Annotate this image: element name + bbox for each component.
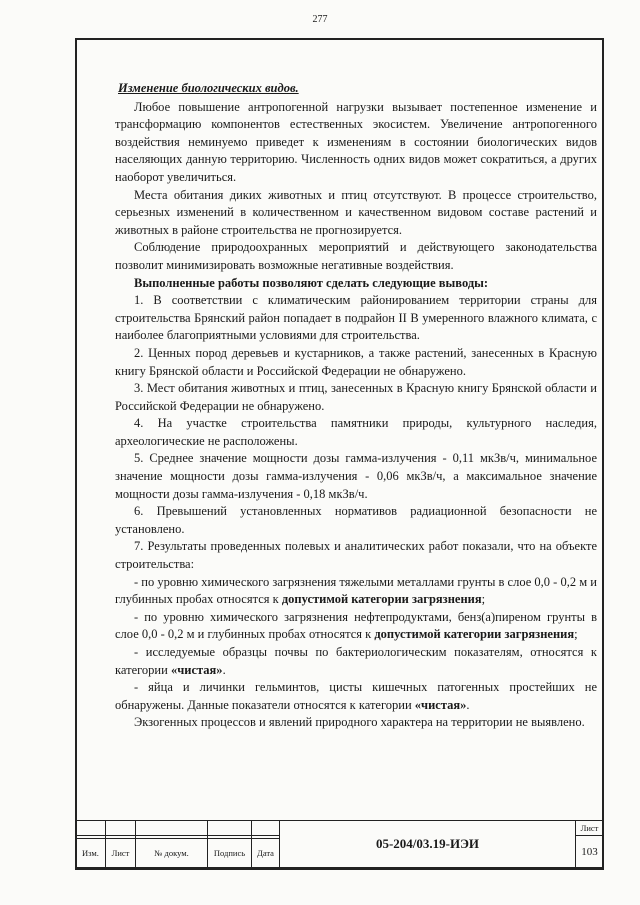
stamp-cell bbox=[252, 821, 280, 836]
result-bullet bbox=[115, 679, 597, 714]
conclusion-item: 3. Мест обитания животных и птиц, занесенных в Красную книгу Брянской области и Российской Федерации не обнаружено. bbox=[115, 381, 597, 413]
bullet-text: - исследуемые образцы почвы по бактериологическим показателям, относятся к категории bbox=[115, 645, 597, 677]
bullet-tail: ; bbox=[574, 627, 578, 642]
conclusion-item: 7. Результаты проведенных полевых и аналитических работ показали, что на объекте строительства: bbox=[115, 539, 597, 572]
intro-paragraph: Любое повышение антропогенной нагрузки вызывает постепенное изменение и трансформацию компонентов естественных экосистем. Увеличение антропогенного воздействия неминуемо приведет к изменениям в состоянии биологических видов населяющих данную территорию. Численность одних видов может сократиться, а других наоборот увеличиться. bbox=[115, 99, 597, 184]
bullet-emphasis: «чистая» bbox=[414, 697, 467, 712]
bullet-tail: . bbox=[222, 662, 226, 677]
section-heading: Изменение биологических видов. bbox=[118, 81, 299, 95]
conclusions-heading: Выполненные работы позволяют сделать следующие выводы: bbox=[134, 275, 489, 290]
sheet-column-header: Лист bbox=[106, 838, 136, 867]
stamp-cell bbox=[106, 821, 136, 836]
bullet-tail: . bbox=[466, 697, 470, 712]
page-number: 277 bbox=[312, 14, 328, 25]
conclusion-item: 1. В соответствии с климатическим районированием территории страны для строительства Брянский район попадает в подрайон II В умеренного влажного климата, с наиболее благоприятными условиями для строительства. bbox=[115, 293, 597, 343]
bullet-emphasis: «чистая» bbox=[170, 662, 223, 677]
document-code: 05-204/03.19-ИЭИ bbox=[280, 821, 576, 868]
stamp-cell bbox=[136, 821, 208, 836]
stamp-cell bbox=[208, 821, 252, 836]
conclusion-item: 5. Среднее значение мощности дозы гамма-излучения - 0,11 мкЗв/ч, минимальное значение мощности дозы гамма-излучения - 0,06 мкЗв/ч, а максимальное значение мощности дозы гамма-излучения - 0,18 мкЗв/ч. bbox=[115, 451, 597, 501]
sheet-label: Лист bbox=[576, 821, 604, 836]
conclusion-item: 2. Ценных пород деревьев и кустарников, а также растений, занесенных в Красную книгу Брянской области и Российской Федерации не обнаружено. bbox=[115, 345, 597, 378]
bullet-emphasis: допустимой категории загрязнения bbox=[281, 592, 482, 607]
document-body bbox=[115, 80, 597, 732]
change-column-header: Изм. bbox=[76, 838, 106, 867]
conclusion-item: 6. Превышений установленных нормативов радиационной безопасности не установлено. bbox=[115, 504, 597, 536]
closing-paragraph: Экзогенных процессов и явлений природного характера на территории не выявлено. bbox=[134, 715, 585, 730]
intro-paragraph: Соблюдение природоохранных мероприятий и действующего законодательства позволит минимизировать возможные негативные воздействия. bbox=[115, 240, 597, 272]
title-block bbox=[75, 820, 604, 868]
result-bullet bbox=[115, 644, 597, 679]
stamp-cell bbox=[76, 821, 106, 836]
document-number-header: № докум. bbox=[136, 838, 208, 867]
result-bullet bbox=[115, 609, 597, 644]
bullet-text: - по уровню химического загрязнения нефтепродуктами, бенз(а)пиреном грунты в слое 0,0 - 0,2 м и глубинных пробах относятся к bbox=[115, 609, 597, 642]
result-bullet bbox=[115, 574, 597, 609]
bullet-tail: ; bbox=[481, 592, 486, 607]
signature-header: Подпись bbox=[208, 838, 252, 867]
sheet-number: 103 bbox=[576, 836, 604, 868]
conclusion-item: 4. На участке строительства памятники природы, культурного наследия, археологические не расположены. bbox=[115, 416, 597, 448]
intro-paragraph: Места обитания диких животных и птиц отсутствуют. В процессе строительство, серьезных изменений в количественном и качественном видовом составе растений и животных в районе строительства не прогнозируется. bbox=[115, 187, 597, 237]
bullet-emphasis: допустимой категории загрязнения bbox=[374, 627, 575, 642]
bullet-text: - яйца и личинки гельминтов, цисты кишечных патогенных простейших не обнаружены. Данные показатели относятся к категории bbox=[115, 680, 597, 712]
bullet-text: - по уровню химического загрязнения тяжелыми металлами грунты в слое 0,0 - 0,2 м и глубинных пробах относятся к bbox=[115, 574, 597, 607]
date-header: Дата bbox=[252, 838, 280, 867]
